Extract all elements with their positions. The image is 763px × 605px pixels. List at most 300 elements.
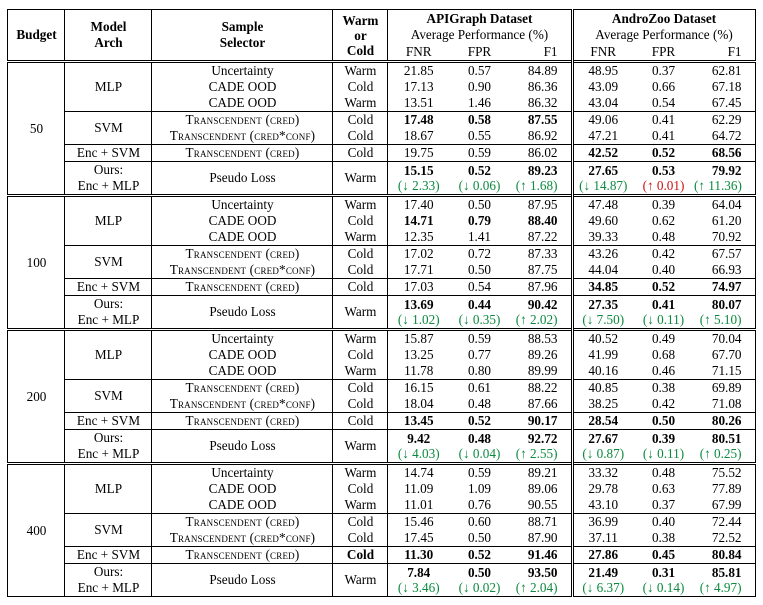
metric-cell: 0.59	[449, 464, 510, 482]
metric-value: 9.42	[407, 430, 431, 446]
metric-cell: 0.63	[651, 481, 676, 496]
metric-cell: 0.49	[633, 330, 694, 348]
metric-cell: 42.52	[572, 145, 633, 162]
table-row	[8, 380, 755, 397]
table-row	[8, 330, 755, 348]
metric-cell	[449, 296, 510, 330]
metric-cell: 80.84	[694, 547, 755, 564]
metric-cell: 68.56	[694, 145, 755, 162]
metric-cell: 0.37	[651, 497, 676, 512]
metric-value: 92.72	[527, 430, 558, 446]
metric-value: 79.92	[711, 162, 742, 178]
selector-cell: Transcendent (cred)	[152, 547, 333, 564]
metric-cell: 0.48	[651, 229, 676, 244]
metric-cell: 0.62	[651, 213, 676, 228]
header-apigraph-subtitle: Average Performance (%)	[410, 26, 549, 42]
metric-cell: 34.85	[572, 279, 633, 296]
metric-value: 90.42	[527, 296, 558, 312]
metric-cell: 0.40	[651, 262, 676, 277]
arch-cell	[65, 330, 152, 380]
metric-cell: 17.40	[388, 196, 449, 214]
metric-cell: 19.75	[388, 145, 449, 162]
metric-cell	[388, 296, 449, 330]
table-row	[8, 413, 755, 430]
table-row	[8, 514, 755, 531]
metric-cell: 43.26	[572, 246, 633, 263]
metric-cell: 47.48	[572, 196, 633, 214]
metric-delta: (↓ 0.11)	[642, 312, 685, 327]
metric-cell: 49.06	[572, 112, 633, 129]
metric-cell: 89.21	[510, 464, 572, 482]
metric-cell: 61.20	[711, 213, 742, 228]
metric-cell: 87.66	[527, 396, 558, 411]
metric-cell: 11.30	[388, 547, 449, 564]
metric-cell	[449, 564, 510, 597]
selector-cell: Transcendent (cred)	[152, 246, 333, 263]
metric-cell: 0.54	[651, 95, 676, 110]
arch-label-line: SVM	[94, 254, 123, 269]
mode-cell: Warm	[333, 330, 388, 348]
mode-cell: Cold	[333, 213, 388, 229]
metric-stack	[510, 163, 558, 194]
metric-cell: 29.78	[572, 481, 633, 497]
metric-cell: 0.42	[651, 396, 676, 411]
metric-cell: 0.39	[633, 196, 694, 214]
metric-cell	[572, 430, 633, 464]
metric-cell	[694, 296, 755, 330]
metric-value: 0.52	[467, 162, 492, 178]
metric-delta: (↓ 1.02)	[397, 312, 440, 327]
metric-cell: 18.04	[388, 396, 449, 413]
metric-stack	[694, 431, 742, 462]
header-model-arch-line1: Model	[90, 19, 127, 34]
metric-cell: 0.50	[467, 530, 492, 545]
metric-stack	[694, 163, 742, 194]
metric-delta: (↓ 0.06)	[458, 178, 501, 193]
selector-cell: Transcendent (cred)	[152, 380, 333, 397]
metric-cell: 27.86	[572, 547, 633, 564]
table-row	[8, 62, 755, 80]
arch-cell	[65, 464, 152, 514]
metric-cell: 13.25	[388, 347, 449, 363]
selector-cell: Pseudo Loss	[152, 162, 333, 196]
table-row	[8, 296, 755, 330]
metric-cell: 0.80	[467, 363, 492, 378]
header-androzoo-group	[572, 10, 755, 44]
metric-cell: 74.97	[694, 279, 755, 296]
metric-stack	[388, 297, 449, 328]
metric-cell: 88.40	[527, 213, 558, 228]
metric-cell: 49.60	[572, 213, 633, 229]
metric-cell	[694, 564, 755, 597]
metric-cell: 0.38	[651, 530, 676, 545]
arch-cell	[65, 564, 152, 597]
metric-cell: 14.74	[388, 464, 449, 482]
metric-cell: 0.59	[449, 145, 510, 162]
metric-cell: 86.92	[527, 128, 558, 143]
selector-cell: CADE OOD	[152, 481, 333, 497]
metric-cell: 0.72	[449, 246, 510, 263]
metric-stack	[510, 297, 558, 328]
metric-stack	[574, 565, 634, 596]
selector-cell: Transcendent (cred)	[152, 413, 333, 430]
metric-value: 85.81	[711, 564, 742, 580]
budget-cell: 400	[8, 464, 65, 597]
header-warm-cold-line2: or	[354, 27, 367, 43]
header-apigraph-group	[388, 10, 572, 44]
selector-cell: CADE OOD	[152, 95, 333, 112]
metric-cell: 87.96	[510, 279, 572, 296]
header-budget: Budget	[16, 27, 57, 42]
metric-delta: (↑ 2.55)	[515, 446, 558, 461]
selector-cell: Transcendent (cred)	[152, 279, 333, 296]
table-row	[8, 145, 755, 162]
arch-cell	[65, 196, 152, 246]
metric-cell	[510, 430, 572, 464]
metric-cell: 0.54	[449, 279, 510, 296]
metric-cell: 15.46	[388, 514, 449, 531]
metric-cell: 67.57	[694, 246, 755, 263]
selector-cell: Pseudo Loss	[152, 430, 333, 464]
header-sample-selector-line2: Selector	[219, 35, 266, 50]
metric-cell: 0.52	[449, 547, 510, 564]
metric-cell: 38.25	[572, 396, 633, 413]
selector-cell: Pseudo Loss	[152, 564, 333, 597]
metric-cell: 70.04	[694, 330, 755, 348]
table-header	[8, 10, 755, 62]
metric-cell: 0.50	[633, 413, 694, 430]
metric-stack	[449, 163, 510, 194]
metric-cell: 33.32	[572, 464, 633, 482]
mode-cell: Warm	[333, 564, 388, 597]
header-androzoo-subtitle: Average Performance (%)	[595, 26, 733, 42]
table-row	[8, 279, 755, 296]
table-body	[8, 62, 755, 597]
mode-cell: Cold	[333, 530, 388, 547]
arch-cell	[65, 112, 152, 145]
metric-cell: 48.95	[572, 62, 633, 80]
metric-cell: 71.15	[711, 363, 742, 378]
budget-cell: 50	[8, 62, 65, 196]
arch-label-line: Enc + MLP	[77, 580, 140, 595]
arch-label-line: Enc + MLP	[77, 446, 140, 461]
metric-delta: (↑ 2.02)	[515, 312, 558, 327]
metric-stack	[388, 431, 449, 462]
metric-cell: 40.16	[572, 363, 633, 380]
metric-stack	[510, 565, 558, 596]
metric-cell: 21.85	[388, 62, 449, 80]
arch-label-line: MLP	[94, 347, 123, 362]
selector-cell: CADE OOD	[152, 363, 333, 380]
metric-value: 27.67	[588, 430, 619, 446]
arch-label-line: Enc + SVM	[76, 145, 141, 160]
metric-cell: 87.33	[510, 246, 572, 263]
arch-label-line: Enc + SVM	[76, 279, 141, 294]
mode-cell: Cold	[333, 262, 388, 279]
metric-stack	[574, 163, 634, 194]
metric-delta: (↑ 5.10)	[699, 312, 742, 327]
mode-cell: Cold	[333, 396, 388, 413]
metric-stack	[694, 297, 742, 328]
metric-cell: 37.11	[572, 530, 633, 547]
metric-value: 80.51	[711, 430, 742, 446]
metric-cell: 88.53	[510, 330, 572, 348]
metric-cell	[449, 162, 510, 196]
metric-cell: 17.02	[388, 246, 449, 263]
metric-cell: 80.26	[694, 413, 755, 430]
arch-cell	[65, 246, 152, 279]
header-sample-selector-line1: Sample	[221, 19, 264, 34]
metric-cell: 0.52	[449, 413, 510, 430]
metric-stack	[449, 297, 510, 328]
metric-cell: 1.09	[467, 481, 492, 496]
metric-cell: 17.71	[388, 262, 449, 279]
header-model-arch-line2: Arch	[94, 35, 123, 50]
metric-cell: 86.32	[527, 95, 558, 110]
selector-cell: Transcendent (cred*conf)	[152, 530, 333, 547]
budget-cell: 200	[8, 330, 65, 464]
metric-cell: 17.13	[388, 79, 449, 95]
header-apigraph-fpr: FPR	[467, 43, 492, 59]
header-apigraph-f1: F1	[543, 43, 558, 59]
mode-cell: Cold	[333, 380, 388, 397]
arch-cell	[65, 62, 152, 112]
metric-value: 13.69	[403, 296, 434, 312]
metric-cell: 18.67	[388, 128, 449, 145]
metric-cell	[388, 162, 449, 196]
mode-cell: Cold	[333, 547, 388, 564]
header-warm-cold	[333, 10, 388, 62]
metric-delta: (↑ 4.97)	[699, 580, 742, 595]
metric-cell: 87.75	[527, 262, 558, 277]
header-apigraph-fnr: FNR	[388, 43, 449, 62]
metric-cell: 39.33	[572, 229, 633, 246]
metric-cell: 69.89	[694, 380, 755, 397]
header-androzoo-title: AndroZoo Dataset	[611, 10, 717, 26]
metric-cell: 43.09	[572, 79, 633, 95]
metric-cell	[633, 296, 694, 330]
metric-cell: 0.50	[467, 262, 492, 277]
metric-cell: 0.76	[467, 497, 492, 512]
metric-cell	[633, 564, 694, 597]
arch-label-line: Enc + MLP	[77, 178, 140, 193]
metric-value: 0.53	[651, 162, 676, 178]
metric-stack	[574, 297, 634, 328]
header-model-arch	[65, 10, 152, 62]
selector-cell: Transcendent (cred*conf)	[152, 396, 333, 413]
metric-cell: 17.48	[388, 112, 449, 129]
arch-cell	[65, 430, 152, 464]
metric-cell: 17.03	[388, 279, 449, 296]
metric-delta: (↓ 0.14)	[642, 580, 685, 595]
metric-cell: 0.77	[467, 347, 492, 362]
metric-cell: 0.37	[633, 62, 694, 80]
metric-cell: 47.21	[572, 128, 633, 145]
arch-cell	[65, 380, 152, 413]
metric-value: 93.50	[527, 564, 558, 580]
selector-cell: CADE OOD	[152, 497, 333, 514]
metric-cell: 0.58	[449, 112, 510, 129]
metric-delta: (↓ 4.03)	[397, 446, 440, 461]
metric-delta: (↓ 3.46)	[397, 580, 440, 595]
metric-cell	[694, 162, 755, 196]
metric-cell: 0.41	[633, 112, 694, 129]
metric-cell	[510, 162, 572, 196]
metric-stack	[449, 565, 510, 596]
metric-stack	[633, 565, 694, 596]
mode-cell: Cold	[333, 246, 388, 263]
metric-cell: 15.87	[388, 330, 449, 348]
metric-delta: (↑ 0.01)	[642, 178, 685, 193]
arch-label-line: MLP	[94, 79, 123, 94]
mode-cell: Cold	[333, 145, 388, 162]
metric-delta: (↓ 0.04)	[458, 446, 501, 461]
metric-cell: 13.51	[388, 95, 449, 112]
metric-cell: 43.10	[572, 497, 633, 514]
metric-cell: 0.68	[651, 347, 676, 362]
metric-delta: (↑ 11.36)	[694, 178, 742, 193]
metric-delta: (↓ 7.50)	[582, 312, 625, 327]
arch-label-line: Ours:	[93, 162, 124, 177]
metric-cell	[694, 430, 755, 464]
metric-cell: 36.99	[572, 514, 633, 531]
metric-delta: (↓ 2.33)	[397, 178, 440, 193]
metric-stack	[388, 565, 449, 596]
metric-cell: 90.17	[510, 413, 572, 430]
mode-cell: Cold	[333, 514, 388, 531]
metric-value: 89.23	[527, 162, 558, 178]
metric-stack	[388, 163, 449, 194]
metric-cell: 70.92	[711, 229, 742, 244]
metric-delta: (↑ 1.68)	[515, 178, 558, 193]
mode-cell: Cold	[333, 347, 388, 363]
metric-cell: 87.95	[510, 196, 572, 214]
selector-cell: Transcendent (cred)	[152, 112, 333, 129]
selector-cell: CADE OOD	[152, 213, 333, 229]
selector-cell: Uncertainty	[152, 62, 333, 80]
metric-cell: 40.85	[572, 380, 633, 397]
metric-cell: 77.89	[711, 481, 742, 496]
arch-cell	[65, 413, 152, 430]
metric-cell: 0.48	[633, 464, 694, 482]
metric-cell	[388, 564, 449, 597]
metric-cell: 0.79	[467, 213, 492, 228]
arch-label-line: SVM	[94, 120, 123, 135]
mode-cell: Warm	[333, 430, 388, 464]
metric-cell: 0.48	[467, 396, 492, 411]
selector-cell: CADE OOD	[152, 229, 333, 246]
metric-cell: 17.45	[388, 530, 449, 547]
arch-label-line: Enc + SVM	[76, 547, 141, 562]
header-androzoo-fnr: FNR	[572, 43, 633, 62]
metric-cell: 0.46	[651, 363, 676, 378]
metric-delta: (↓ 14.87)	[579, 178, 628, 193]
metric-value: 0.48	[467, 430, 492, 446]
metric-value: 27.35	[588, 296, 619, 312]
metric-cell: 0.61	[449, 380, 510, 397]
metric-cell: 0.41	[651, 128, 676, 143]
mode-cell: Cold	[333, 413, 388, 430]
selector-cell: Transcendent (cred*conf)	[152, 128, 333, 145]
metric-cell: 67.45	[711, 95, 742, 110]
arch-label-line: Enc + SVM	[76, 413, 141, 428]
selector-cell: Transcendent (cred)	[152, 145, 333, 162]
metric-cell: 43.04	[572, 95, 633, 112]
metric-cell: 0.52	[633, 145, 694, 162]
table-row	[8, 430, 755, 464]
metric-cell: 64.04	[694, 196, 755, 214]
header-sample-selector	[152, 10, 333, 62]
metric-cell: 62.29	[694, 112, 755, 129]
metric-delta: (↑ 0.25)	[699, 446, 742, 461]
mode-cell: Cold	[333, 279, 388, 296]
metric-cell	[572, 162, 633, 196]
metric-cell: 14.71	[388, 213, 449, 229]
metric-value: 7.84	[407, 564, 431, 580]
metric-delta: (↓ 0.02)	[458, 580, 501, 595]
selector-cell: Uncertainty	[152, 330, 333, 348]
metric-cell: 0.57	[449, 62, 510, 80]
results-table	[7, 9, 755, 597]
metric-stack	[574, 431, 634, 462]
metric-stack	[633, 431, 694, 462]
metric-cell: 1.41	[467, 229, 492, 244]
arch-label-line: SVM	[94, 388, 123, 403]
mode-cell: Cold	[333, 481, 388, 497]
metric-cell: 86.02	[510, 145, 572, 162]
arch-label-line: MLP	[94, 481, 123, 496]
metric-cell	[572, 296, 633, 330]
metric-cell: 67.18	[711, 79, 742, 94]
metric-cell: 0.50	[449, 196, 510, 214]
metric-cell: 0.38	[633, 380, 694, 397]
metric-cell	[633, 430, 694, 464]
mode-cell: Warm	[333, 62, 388, 80]
metric-cell: 11.78	[388, 363, 449, 380]
metric-cell: 87.55	[510, 112, 572, 129]
selector-cell: Transcendent (cred)	[152, 514, 333, 531]
selector-cell: Uncertainty	[152, 464, 333, 482]
selector-cell: Pseudo Loss	[152, 296, 333, 330]
metric-stack	[633, 163, 694, 194]
metric-cell: 87.90	[527, 530, 558, 545]
table-row	[8, 547, 755, 564]
arch-cell	[65, 296, 152, 330]
metric-cell: 84.89	[510, 62, 572, 80]
metric-cell	[388, 430, 449, 464]
header-apigraph-title: APIGraph Dataset	[426, 10, 533, 26]
metric-cell: 88.22	[510, 380, 572, 397]
metric-cell: 89.26	[527, 347, 558, 362]
metric-cell: 64.72	[711, 128, 742, 143]
metric-cell	[633, 162, 694, 196]
metric-cell: 62.81	[694, 62, 755, 80]
table-row	[8, 162, 755, 196]
metric-delta: (↓ 6.37)	[582, 580, 625, 595]
metric-stack	[633, 297, 694, 328]
arch-cell	[65, 514, 152, 547]
metric-cell: 44.04	[572, 262, 633, 279]
selector-cell: CADE OOD	[152, 79, 333, 95]
metric-cell: 0.40	[633, 514, 694, 531]
table-row	[8, 112, 755, 129]
metric-value: 0.50	[467, 564, 492, 580]
header-androzoo-fpr: FPR	[651, 43, 676, 59]
table-row	[8, 564, 755, 597]
arch-label-line: Ours:	[93, 564, 124, 579]
arch-cell	[65, 547, 152, 564]
metric-stack	[449, 431, 510, 462]
